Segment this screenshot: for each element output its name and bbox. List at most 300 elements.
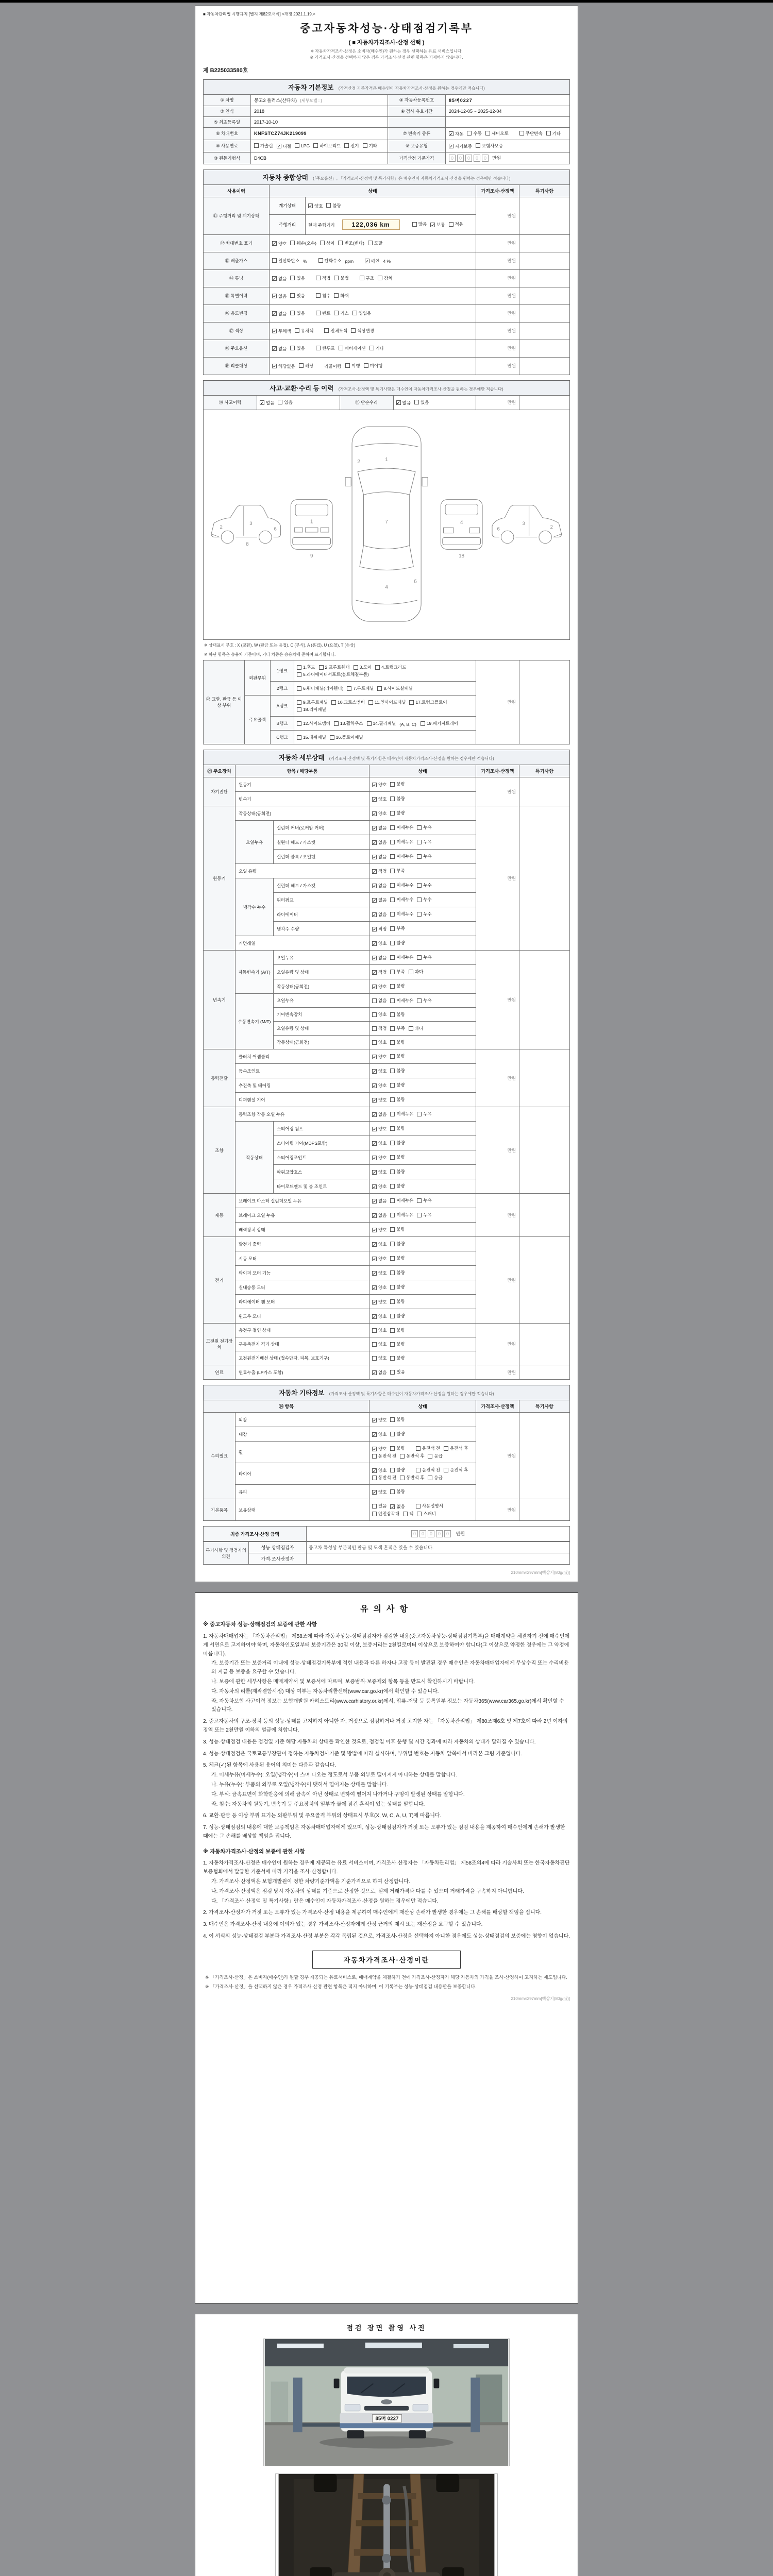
notice-title: 유의사항	[360, 1605, 413, 1614]
checkbox[interactable]	[476, 143, 503, 149]
checkbox[interactable]	[390, 1467, 405, 1473]
checkbox-box	[372, 1512, 377, 1516]
checkbox[interactable]	[417, 911, 431, 917]
checkbox-label: 불량	[396, 1417, 405, 1422]
state-cell	[369, 864, 476, 878]
checkbox[interactable]	[372, 1327, 386, 1333]
checkbox[interactable]	[390, 868, 405, 874]
checkbox-label: 침수	[322, 293, 331, 298]
checkbox[interactable]	[417, 997, 431, 1004]
checkbox[interactable]	[347, 685, 374, 691]
checkbox[interactable]	[360, 275, 374, 281]
checkbox-label: 없음	[378, 897, 387, 903]
checkbox-label: 양호	[378, 1126, 387, 1132]
checkbox[interactable]	[390, 940, 405, 946]
checkbox[interactable]	[352, 310, 372, 316]
checkbox[interactable]	[378, 275, 392, 281]
checkbox[interactable]	[390, 853, 413, 859]
checkbox[interactable]	[316, 275, 330, 281]
checkbox[interactable]	[297, 671, 369, 677]
checkbox[interactable]	[372, 1183, 386, 1190]
checkbox-box	[390, 782, 395, 787]
checkbox[interactable]	[372, 825, 386, 831]
checkbox[interactable]	[272, 293, 287, 299]
checkbox[interactable]	[390, 1431, 405, 1437]
checkbox[interactable]	[390, 795, 405, 802]
checkbox[interactable]	[444, 1467, 468, 1473]
checkbox[interactable]	[372, 897, 386, 903]
checkbox[interactable]	[414, 399, 429, 405]
checkbox[interactable]	[331, 699, 365, 705]
checkbox[interactable]	[417, 896, 431, 903]
checkbox[interactable]	[412, 221, 427, 227]
checkbox[interactable]	[372, 1369, 386, 1376]
checkbox[interactable]	[330, 734, 363, 740]
checkbox[interactable]	[375, 664, 406, 670]
checkbox-label: 양호	[378, 1054, 387, 1060]
notice-line: 1. 자동차가격조사·산정은 매수인이 원하는 경우에 제공되는 유료 서비스이며, 가격조사·산정자는 「자동차관리법」 제58조의4에 따라 기술사회 또는 한국자동차진단보증협회에서 발급한 기준서에 따라 가격을 조사·산정합니다.	[203, 1860, 570, 1875]
checkbox[interactable]	[372, 883, 386, 889]
checkbox[interactable]	[372, 868, 386, 874]
checkbox[interactable]	[372, 1467, 386, 1473]
checkbox-box: ✓	[373, 1112, 377, 1117]
header-note-2: ※ 가격조사·산정을 선택하지 않은 경우 가격조사·산정 관련 항목은 기재하지 않습니다.	[310, 55, 463, 60]
checkbox[interactable]	[367, 720, 396, 726]
col-header-device: ㉓ 주요장치	[204, 765, 236, 777]
checkbox[interactable]	[334, 275, 348, 281]
checkbox[interactable]	[390, 983, 405, 989]
checkbox[interactable]	[390, 1111, 413, 1117]
checkbox[interactable]	[390, 824, 413, 831]
checkbox[interactable]	[324, 328, 347, 334]
checkbox[interactable]	[390, 1488, 405, 1495]
state-cell	[369, 1107, 476, 1122]
checkbox[interactable]	[416, 1467, 440, 1473]
checkbox[interactable]	[390, 1025, 405, 1031]
checkbox-box: ✓	[373, 1155, 377, 1161]
price-cell: 만원	[476, 395, 519, 410]
checkbox[interactable]	[390, 1197, 413, 1204]
checkbox[interactable]	[390, 1226, 405, 1232]
car-left-side-diagram	[208, 488, 284, 561]
checkbox[interactable]	[295, 328, 314, 334]
checkbox[interactable]	[390, 896, 413, 903]
checkbox[interactable]	[390, 1067, 405, 1074]
checkbox-box: ✓	[273, 311, 277, 317]
checkbox-label: 12.사이드멤버	[303, 721, 330, 726]
checkbox-label: 불량	[396, 1068, 405, 1074]
final-price-value	[307, 1527, 570, 1541]
checkbox-box	[316, 346, 321, 350]
checkbox[interactable]	[409, 1025, 423, 1031]
checkbox[interactable]	[417, 853, 431, 859]
checkbox[interactable]	[297, 685, 343, 691]
checkbox[interactable]	[290, 293, 305, 299]
checkbox[interactable]	[272, 276, 287, 282]
checkbox[interactable]	[372, 1140, 386, 1146]
checkbox[interactable]	[372, 1054, 386, 1060]
final-price-unit: 만원	[456, 1531, 465, 1537]
checkbox[interactable]	[308, 203, 323, 209]
checkbox[interactable]	[345, 363, 360, 369]
notice-line: 나. 가격조사·산정액은 점검 당시 자동차의 상태를 기준으로 산정한 것으로, 실제 거래가격과 다를 수 있으며 거래가격을 구속하지 아니합니다.	[211, 1888, 524, 1894]
checkbox[interactable]	[390, 1241, 405, 1247]
checkbox[interactable]	[546, 130, 561, 137]
checkbox-label: 무채색	[278, 328, 291, 334]
checkbox[interactable]	[390, 969, 405, 975]
checkbox-box	[390, 1069, 395, 1073]
sub-group-label: 수동변속기 (M/T)	[236, 994, 274, 1049]
photos-section-title: 점검 장면 촬영 사진	[346, 2324, 427, 2332]
checkbox-box	[417, 955, 422, 960]
checkbox[interactable]	[290, 275, 305, 281]
checkbox-label: 양호	[378, 1242, 387, 1247]
checkbox[interactable]	[368, 240, 382, 246]
checkbox-box	[338, 241, 343, 245]
checkbox[interactable]	[372, 796, 386, 802]
checkbox[interactable]	[372, 1299, 386, 1305]
checkbox-box	[319, 665, 324, 670]
checkbox[interactable]	[390, 1140, 405, 1146]
table-row	[204, 357, 570, 375]
empty-cell	[446, 116, 570, 127]
checkbox[interactable]	[400, 1453, 424, 1459]
checkbox[interactable]	[409, 699, 447, 705]
checkbox[interactable]	[254, 143, 273, 149]
checkbox[interactable]	[390, 1039, 405, 1045]
checkbox[interactable]	[372, 926, 386, 932]
checkbox-label: 도말	[374, 240, 383, 246]
checkbox-label: 양호	[378, 984, 387, 990]
state-cell	[369, 922, 476, 936]
checkbox[interactable]	[417, 839, 431, 845]
checkbox[interactable]	[390, 911, 413, 917]
checkbox-label: 변조(변타)	[344, 240, 364, 246]
checkbox[interactable]	[318, 258, 342, 264]
checkbox[interactable]	[372, 1256, 386, 1262]
checkbox[interactable]	[260, 400, 274, 406]
checkbox[interactable]	[390, 1125, 405, 1131]
table-row	[204, 1413, 570, 1427]
checkbox[interactable]	[372, 782, 386, 788]
checkbox[interactable]	[272, 346, 287, 352]
checkbox-box	[390, 811, 395, 816]
checkbox[interactable]	[372, 1227, 386, 1233]
checkbox[interactable]	[316, 310, 330, 316]
checkbox[interactable]	[416, 1503, 443, 1509]
checkbox[interactable]	[372, 854, 386, 860]
checkbox[interactable]	[290, 310, 305, 316]
checkbox[interactable]	[417, 1511, 436, 1517]
checkbox[interactable]	[417, 1111, 431, 1117]
checkbox[interactable]	[467, 130, 481, 137]
checkbox[interactable]	[272, 363, 295, 369]
checkbox[interactable]	[372, 1212, 386, 1218]
checkbox[interactable]	[297, 720, 330, 726]
checkbox[interactable]	[417, 882, 431, 888]
checkbox-label: 미세누수	[396, 883, 414, 888]
checkbox-box	[403, 1512, 408, 1516]
checkbox[interactable]	[390, 1313, 405, 1319]
rankA-checks	[294, 696, 476, 717]
checkbox[interactable]	[390, 810, 405, 816]
checkbox[interactable]	[390, 1168, 405, 1175]
checkbox-label: 있음	[296, 345, 305, 351]
accident-history-checks	[257, 395, 340, 410]
checkbox[interactable]	[372, 1453, 396, 1459]
notice-line: 4. 이 서식의 성능·상태점검 부분과 가격조사·산정 부분은 각각 독립된 것으로, 가격조사·산정을 선택하지 아니한 경우에도 성능·상태점검의 보증에는 영향이 없습니다.	[203, 1933, 570, 1939]
checkbox[interactable]	[372, 1503, 386, 1509]
checkbox[interactable]	[417, 824, 431, 831]
price-cell: 만원	[476, 951, 519, 1049]
checkbox[interactable]	[297, 734, 326, 740]
checkbox[interactable]	[390, 1011, 405, 1018]
final-price-table	[203, 1526, 570, 1541]
checkbox[interactable]	[338, 240, 364, 246]
comprehensive-table	[203, 184, 570, 375]
checkbox-box	[364, 363, 368, 368]
checkbox[interactable]	[390, 781, 405, 787]
checkbox[interactable]	[390, 1298, 405, 1304]
checkbox-box	[390, 1083, 395, 1088]
checkbox[interactable]	[372, 1431, 386, 1437]
checkbox-label: 누수	[423, 897, 432, 903]
checkbox[interactable]	[334, 310, 348, 316]
form-reference: ■ 자동차관리법 시행규칙 [별지 제82호서식] <개정 2021.1.19.>	[203, 12, 315, 16]
item-label: 브레이크 마스터 실린더오일 누유	[236, 1194, 369, 1208]
checkbox[interactable]	[372, 997, 386, 1004]
main-form-panel	[195, 6, 578, 1582]
checkbox-box: ✓	[373, 1184, 377, 1190]
checkbox[interactable]	[430, 222, 445, 228]
checkbox[interactable]	[313, 143, 341, 149]
checkbox[interactable]	[272, 328, 291, 334]
checkbox[interactable]	[390, 1284, 405, 1290]
checkbox-box	[372, 1026, 377, 1031]
checkbox[interactable]	[390, 1053, 405, 1059]
checkbox[interactable]	[372, 1025, 386, 1031]
checkbox[interactable]	[400, 1475, 424, 1481]
checkbox[interactable]	[297, 706, 326, 713]
checkbox[interactable]	[444, 1445, 468, 1451]
checkbox[interactable]	[277, 143, 291, 149]
notice-line: 4. 성능·상태점검은 국토교통부장관이 정하는 자동차검사기준 및 방법에 따라 실시하며, 부위별 번호는 자동차 앞쪽에서 바라본 그림 기준입니다.	[203, 1751, 523, 1757]
checkbox[interactable]	[390, 839, 413, 845]
checkbox[interactable]	[297, 699, 328, 705]
checkbox[interactable]	[485, 130, 509, 137]
checkbox[interactable]	[417, 1197, 431, 1204]
checkbox[interactable]	[390, 1369, 405, 1375]
checkbox[interactable]	[372, 940, 386, 946]
checkbox[interactable]	[372, 1068, 386, 1074]
checkbox[interactable]	[351, 328, 374, 334]
checkbox[interactable]	[290, 240, 316, 246]
checkbox[interactable]	[449, 221, 463, 227]
checkbox[interactable]	[320, 240, 334, 246]
checkbox[interactable]	[372, 984, 386, 990]
checkbox[interactable]	[372, 911, 386, 918]
checkbox[interactable]	[390, 925, 405, 931]
checkbox-label: 양호	[378, 1170, 387, 1175]
checkbox[interactable]	[390, 1255, 405, 1261]
checkbox-label: 불량	[396, 1241, 405, 1247]
checkbox[interactable]	[372, 1241, 386, 1247]
checkbox[interactable]	[316, 345, 335, 351]
car-right-side-diagram	[489, 488, 565, 561]
checkbox[interactable]	[428, 1475, 442, 1481]
state-cell	[369, 1427, 476, 1442]
checkbox[interactable]	[316, 293, 330, 299]
checkbox[interactable]	[290, 345, 305, 351]
checkbox[interactable]	[372, 1270, 386, 1276]
checkbox-label: 누유	[423, 854, 432, 859]
checkbox[interactable]	[344, 143, 359, 149]
checkbox[interactable]	[390, 954, 413, 960]
field-label: ③ 연식	[204, 106, 251, 116]
checkbox[interactable]	[519, 130, 543, 137]
checkbox[interactable]	[390, 1082, 405, 1088]
checkbox[interactable]	[390, 1341, 405, 1347]
state-cell	[369, 1036, 476, 1049]
checkbox[interactable]	[390, 1355, 405, 1361]
state-cell	[369, 907, 476, 922]
checkbox-label: 8.사이드실패널	[383, 686, 413, 691]
checkbox[interactable]	[272, 311, 287, 317]
checkbox[interactable]	[417, 1212, 431, 1218]
notice-line: 7. 성능·상태점검의 내용에 대한 보증책임은 자동차매매업자에게 있으며, 성능·상태점검자가 거짓 또는 오류가 있는 점검 내용을 제공하여 매수인에게 손해가 발생한 때에는 그 손해를 배상할 책임을 집니다.	[203, 1825, 565, 1839]
checkbox[interactable]	[390, 1327, 405, 1333]
zone-number: 1	[310, 519, 313, 525]
checkbox[interactable]	[372, 1417, 386, 1423]
checkbox-label: 가솔린	[260, 143, 273, 148]
notice-line: 5. 체크(✓)된 항목에 사용된 용어의 의미는 다음과 같습니다.	[203, 1762, 337, 1769]
checkbox[interactable]	[409, 969, 423, 975]
checkbox[interactable]	[377, 685, 412, 691]
checkbox[interactable]	[372, 1511, 399, 1517]
state-cell	[270, 357, 476, 375]
checkbox[interactable]	[390, 882, 413, 888]
checkbox[interactable]	[403, 1511, 413, 1517]
checkbox-box	[390, 1170, 395, 1174]
col-header-price: 가격조사·산정액	[476, 184, 519, 197]
checkbox[interactable]	[390, 1416, 405, 1422]
checkbox-label: 불법	[340, 275, 349, 281]
checkbox[interactable]	[319, 664, 350, 670]
checkbox-label: 자동	[455, 131, 464, 137]
checkbox[interactable]	[364, 363, 383, 369]
checkbox-label: 일산화탄소	[278, 258, 300, 263]
checkbox[interactable]	[372, 1489, 386, 1495]
checkbox[interactable]	[326, 202, 341, 209]
checkbox[interactable]	[449, 143, 472, 149]
checkbox[interactable]	[295, 143, 310, 148]
checkbox[interactable]	[372, 1126, 386, 1132]
checkbox[interactable]	[368, 699, 406, 705]
checkbox[interactable]	[390, 997, 413, 1004]
notice-line: 2. 중고자동차의 구조·장치 등의 성능·상태를 고지하지 아니한 자, 거짓으로 점검하거나 거짓 고지한 자는 「자동차관리법」 제80조제6호 및 제7호에 따라 2년 이하의 징역 또는 2천만원 이하의 벌금에 처합니다.	[203, 1719, 568, 1733]
checkbox[interactable]	[372, 1284, 386, 1291]
checkbox-box	[297, 665, 301, 670]
digit-box: 0	[411, 1530, 418, 1537]
price-cell: 만원	[476, 1499, 519, 1521]
checkbox[interactable]	[365, 258, 379, 264]
checkbox[interactable]	[363, 143, 377, 149]
checkbox[interactable]	[372, 1475, 396, 1481]
table-row	[204, 1553, 570, 1565]
checkbox[interactable]	[334, 293, 348, 299]
price-cell: 만원	[476, 252, 519, 269]
checkbox[interactable]	[390, 1212, 413, 1218]
checkbox[interactable]	[372, 1082, 386, 1089]
checkbox[interactable]	[390, 1503, 405, 1510]
item-label: 실린더 헤드 / 가스켓	[274, 878, 369, 893]
checkbox-label: 양호	[378, 1184, 387, 1190]
checkbox[interactable]	[372, 839, 386, 845]
checkbox[interactable]	[372, 1097, 386, 1103]
checkbox[interactable]	[390, 1269, 405, 1276]
checkbox[interactable]	[372, 1446, 386, 1452]
checkbox-label: 3.도어	[359, 665, 372, 670]
checkbox[interactable]	[372, 1341, 386, 1347]
checkbox[interactable]	[372, 1355, 386, 1361]
checkbox[interactable]	[421, 720, 458, 726]
checkbox[interactable]	[354, 664, 372, 670]
checkbox-box	[409, 700, 414, 705]
checkbox[interactable]	[369, 345, 384, 351]
checkbox[interactable]	[390, 1154, 405, 1160]
checkbox[interactable]	[416, 1445, 440, 1451]
checkbox-box: ✓	[373, 1170, 377, 1175]
checkbox[interactable]	[428, 1453, 442, 1459]
checkbox[interactable]	[396, 400, 411, 406]
checkbox-box	[372, 1504, 377, 1509]
detail-state-table	[203, 765, 570, 1380]
checkbox[interactable]	[372, 1313, 386, 1319]
license-plate-text: 85머 0227	[375, 2416, 399, 2422]
digit-box: 0	[449, 155, 456, 162]
checkbox[interactable]	[390, 1445, 405, 1451]
checkbox[interactable]	[372, 1198, 386, 1204]
checkbox[interactable]	[297, 664, 315, 670]
item-label: 작동상태(공회전)	[274, 1036, 369, 1049]
zone-number: 6	[414, 579, 417, 585]
checkbox[interactable]	[299, 363, 313, 369]
checkbox[interactable]	[272, 241, 287, 247]
checkbox[interactable]	[372, 969, 386, 975]
checkbox[interactable]	[372, 1039, 386, 1045]
checkbox[interactable]	[372, 955, 386, 961]
checkbox[interactable]	[372, 1111, 386, 1117]
item-label: 작동상태(공회전)	[236, 806, 369, 821]
checkbox-box	[390, 1446, 395, 1451]
checkbox[interactable]	[334, 720, 363, 726]
checkbox[interactable]	[272, 258, 299, 264]
checkbox[interactable]	[390, 1096, 405, 1103]
checkbox-box	[372, 1356, 377, 1361]
checkbox[interactable]	[449, 131, 463, 137]
checkbox[interactable]	[278, 399, 292, 405]
checkbox[interactable]	[372, 810, 386, 817]
checkbox[interactable]	[372, 1169, 386, 1175]
checkbox[interactable]	[390, 1183, 405, 1189]
checkbox-box	[412, 222, 417, 227]
checkbox[interactable]	[372, 1155, 386, 1161]
checkbox[interactable]	[372, 1011, 386, 1018]
checkbox[interactable]	[339, 345, 366, 351]
rank-label: C랭크	[271, 731, 294, 744]
group-label: 제동	[204, 1194, 236, 1237]
checkbox[interactable]	[417, 954, 431, 960]
